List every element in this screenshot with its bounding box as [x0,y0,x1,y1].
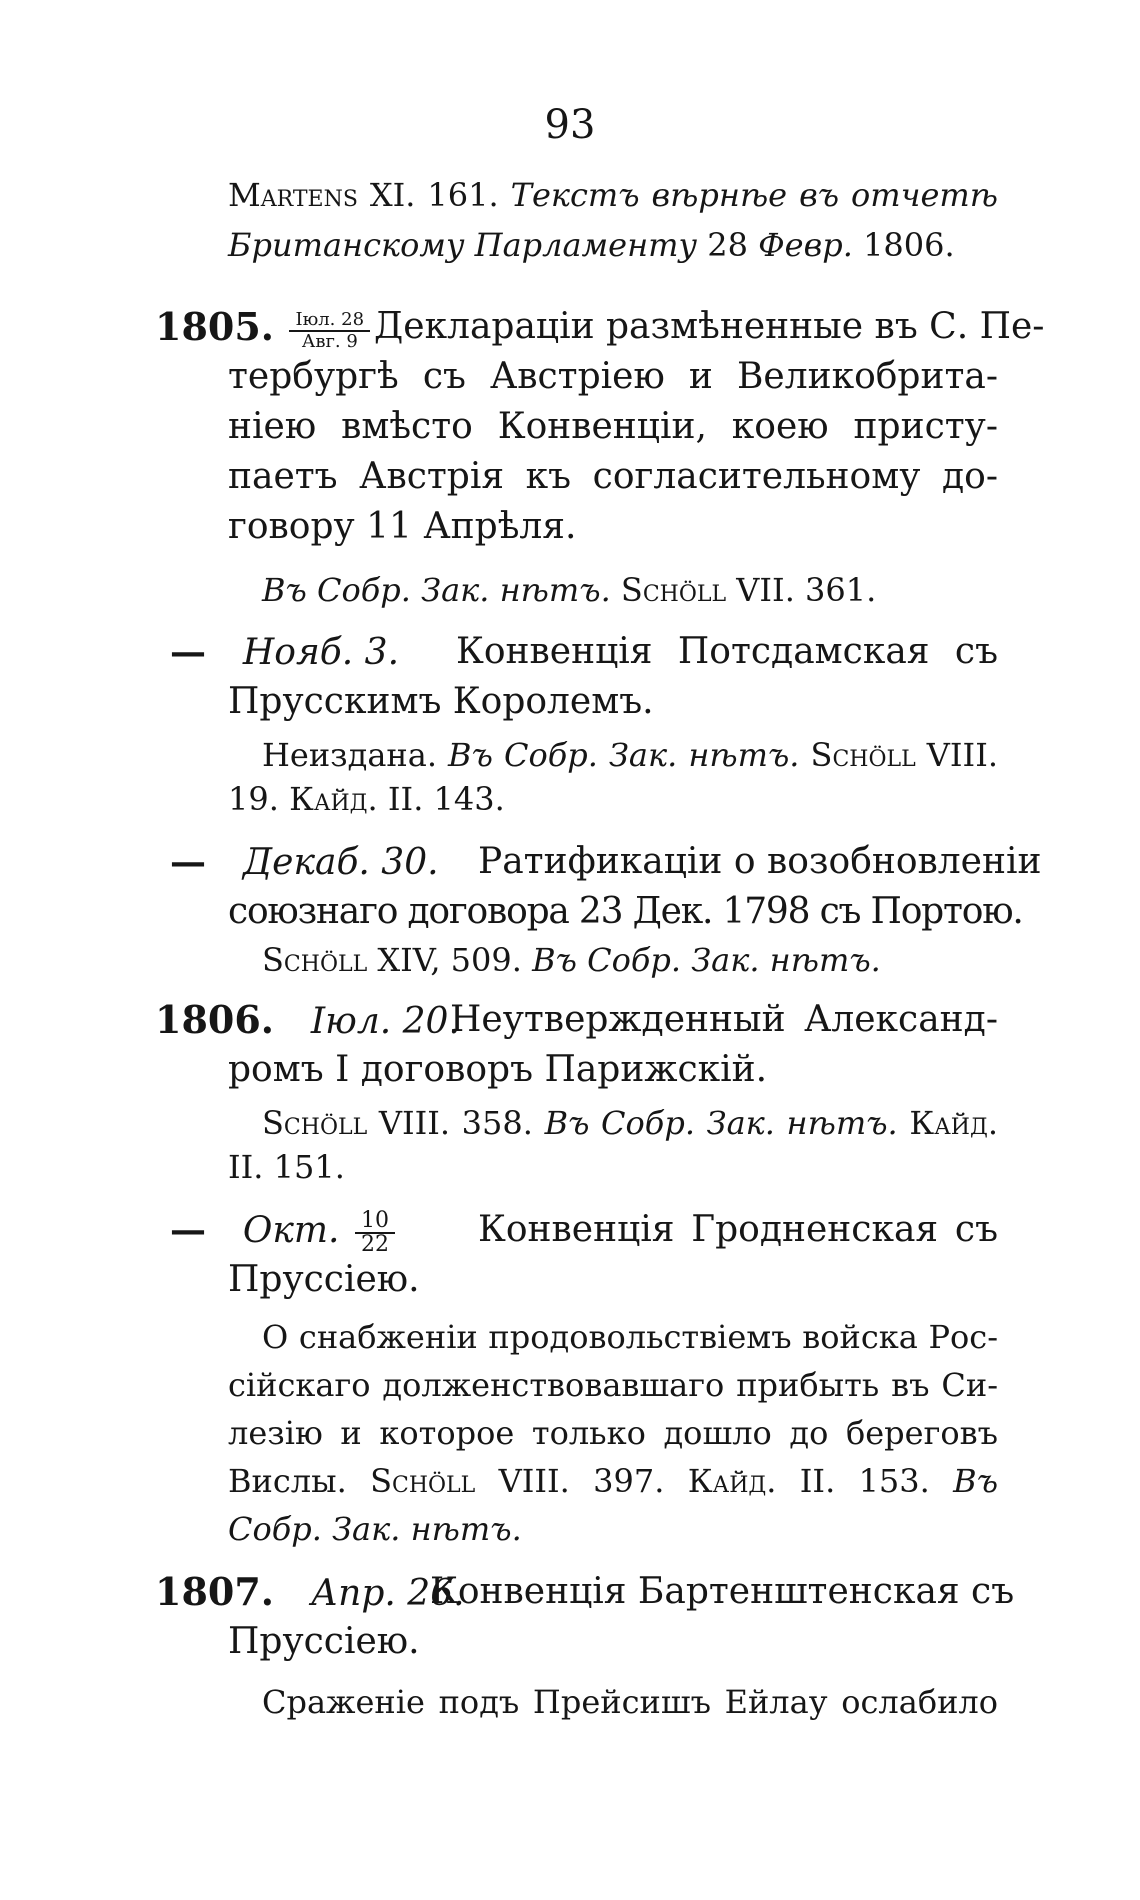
scholl-ref: Schöll [810,736,916,774]
author-name: Martens [228,176,358,214]
note-text: Текстъ вѣрнѣе въ отчетѣ [510,176,999,214]
entry-year: 1807. [155,1569,274,1614]
kaid-ref: Кайд. [687,1462,777,1500]
date-numerator: 10 [355,1210,395,1234]
day: 28 [707,226,748,264]
entry-year: 1806. [155,997,274,1042]
entry-text-line: Декларацiи размѣненные въ С. Пе- [374,306,1045,347]
note-ref: Въ Собр. Зак. нѣтъ. [532,941,881,979]
kaid-ref: Кайд. [909,1104,999,1142]
source-note-line-1 [228,170,998,220]
entry-oct-head [170,1205,399,1256]
entry-text-line: паетъ Австрiя къ согласительному до- [228,456,998,497]
ditto-dash: — [170,631,206,673]
entry-date: Апр. 26. [310,1573,465,1614]
entry-date-month: Окт. [242,1210,340,1251]
entry-text-line: Пруссiею. [228,1259,420,1300]
entry-date: Декаб. 30. [242,842,439,883]
entry-text-line: Конвенцiя Потсдамская съ [456,631,998,672]
month: Февр. [758,226,853,264]
entry-text-line: Ратификацiи о возобновленiи [478,841,1042,882]
entry-note [262,565,876,615]
entry-note-line-2: II. 151. [228,1148,345,1186]
date-fraction [355,1210,395,1256]
entry-1807-head [155,1567,465,1619]
note-ref: Въ Собр. Зак. нѣтъ. [448,736,800,774]
reference: XI. 161. [369,176,499,214]
entry-dec-head [170,837,439,888]
entry-text-line: нiею вмѣсто Конвенцiи, коею присту- [228,406,998,447]
ditto-dash: — [170,841,206,883]
entry-text-line: Неутвержденный Александ- [450,999,998,1040]
note-ref: VII. 361. [736,571,877,609]
year: 1806. [863,226,955,264]
page-number: 93 [544,102,596,148]
note-ref: VIII. 358. [378,1104,533,1142]
entry-text-line: говору 11 Апрѣля. [228,506,577,547]
ditto-dash: — [170,1209,206,1251]
entry-1806-head [155,995,460,1047]
entry-note-line-2 [228,774,505,824]
note-text: Неиздана. [262,736,437,774]
entry-text-line: Конвенцiя Гродненская съ [478,1209,998,1250]
kaid-ref: Кайд. [289,780,378,818]
date-numerator: Іюл. 28 [289,310,370,332]
date-denominator: 22 [360,1232,389,1257]
entry-1805-head [155,302,374,354]
entry-text-line: Конвенцiя Бартенштенская съ [430,1571,1015,1612]
entry-note-line: О снабженiи продовольствiемъ войска Рос- [262,1318,998,1356]
note-ref: Въ [953,1462,999,1500]
note-ref: II. 153. [799,1462,930,1500]
entry-text-line: союзнаго договора 23 Дек. 1798 съ Портою. [228,891,1023,932]
scholl-ref: Schöll [620,571,727,609]
note-ref: VIII. 397. [498,1462,665,1500]
entry-date: Нояб. 3. [242,632,400,673]
scholl-ref: Schöll [370,1462,476,1500]
entry-nov-head [170,627,399,678]
scholl-ref: Schöll [262,941,368,979]
entry-note-line-1 [262,730,998,780]
entry-text-line: ромъ I договоръ Парижскiй. [228,1049,768,1090]
note-ref: XIV, 509. [377,941,522,979]
entry-date: Іюл. 20. [310,1001,460,1042]
entry-text-line: Прусскимъ Королемъ. [228,681,654,722]
note-text: Британскому Парламенту [228,226,698,264]
scholl-ref: Schöll [262,1104,368,1142]
note-ref: Въ Собр. Зак. нѣтъ. [544,1104,898,1142]
note-ref: Въ Собр. Зак. нѣтъ. [262,571,611,609]
entry-note-line: лезiю и которое только дошло до береговъ [228,1414,998,1452]
note-ref: 19. [228,780,279,818]
entry-year: 1805. [155,304,274,349]
date-denominator: Авг. 9 [301,331,358,352]
date-fraction [289,310,370,352]
entry-note-line: Сраженiе подъ Прейсишъ Ейлау ослабило [262,1683,998,1721]
source-note-line-2 [228,220,955,270]
entry-note-line: Собр. Зак. нѣтъ. [228,1510,522,1548]
entry-text-line: Пруссiею. [228,1621,420,1662]
note-ref: VIII. [926,736,998,774]
note-ref: II. 143. [387,780,505,818]
entry-note-line: сiйскаго долженствовавшаго прибыть въ Си- [228,1366,998,1404]
entry-note-line-4 [228,1456,998,1506]
entry-text-line: тербургѣ съ Австрiею и Великобрита- [228,356,998,397]
entry-note-line-1 [262,1098,998,1148]
entry-note [262,935,881,985]
note-text: Вислы. [228,1462,347,1500]
